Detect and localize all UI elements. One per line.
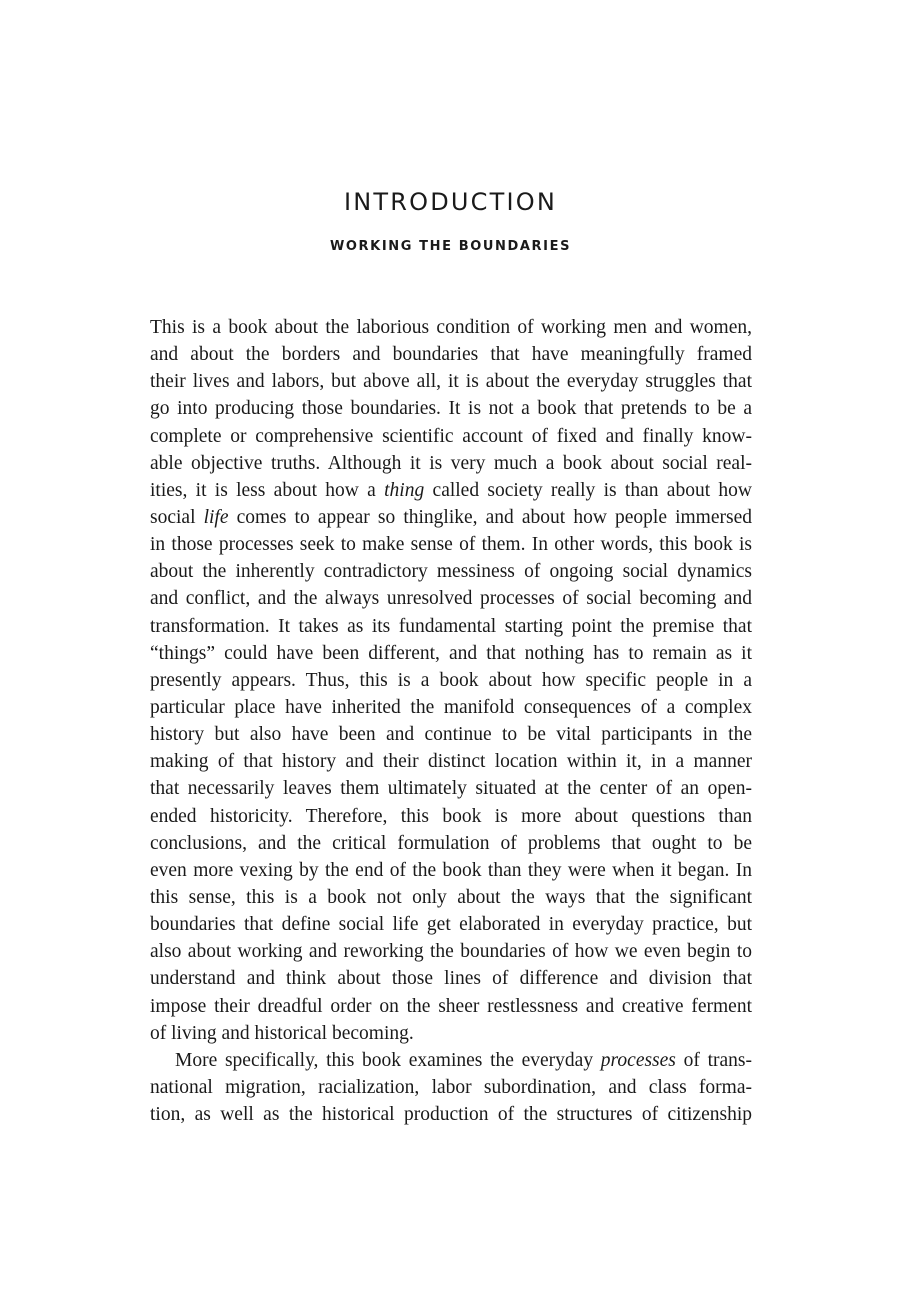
body-text [150,314,752,1128]
text-line: ended historicity. Therefore, this book is more about questions than [150,805,752,827]
text-line: impose their dreadful order on the sheer restlessness and creative ferment [150,995,752,1017]
text-run: called society really is than about how [424,479,752,501]
text-line [150,1047,752,1074]
text-line: This is a book about the laborious condition of working men and women, [150,317,752,338]
chapter-subtitle: WORKING THE BOUNDARIES [329,239,572,254]
text-line [150,477,752,504]
italic-text: processes [600,1049,676,1071]
text-line: transformation. It takes as its fundamental starting point the premise that [150,615,752,637]
paragraph [150,314,752,1047]
text-run: of trans- [675,1049,752,1071]
text-line: particular place have inherited the manifold consequences of a complex [150,696,752,718]
text-line: go into producing those boundaries. It is not a book that pretends to be a [150,398,752,420]
text-line: conclusions, and the critical formulation of problems that ought to be [150,832,752,854]
paragraph [150,1047,752,1128]
chapter-title: INTRODUCTION [343,188,558,216]
text-run: comes to appear so thinglike, and about how people immersed [228,506,752,528]
text-line: even more vexing by the end of the book than they were when it began. In [150,859,752,881]
text-line [150,504,752,531]
text-line: history but also have been and continue to be vital participants in the [150,724,752,746]
text-line: presently appears. Thus, this is a book about how specific people in a [150,669,752,691]
italic-text: life [203,506,229,528]
text-line: making of that history and their distinct location within it, in a manner [150,751,752,773]
italic-text: thing [384,479,425,501]
text-line: able objective truths. Although it is very much a book about social real- [150,452,752,474]
text-run: ities, it is less about how a [150,479,385,501]
text-line: national migration, racialization, labor subordination, and class forma- [150,1076,752,1098]
text-line: and conflict, and the always unresolved processes of social becoming and [150,588,752,610]
text-line: that necessarily leaves them ultimately situated at the center of an open- [150,778,752,800]
text-line: about the inherently contradictory messiness of ongoing social dynamics [150,561,752,583]
text-line: tion, as well as the historical production of the structures of citizenship [150,1104,752,1126]
text-line: and about the borders and boundaries that have meaningfully framed [150,344,752,366]
text-line: “things” could have been different, and that nothing has to remain as it [150,642,752,664]
text-line: of living and historical becoming. [150,1022,414,1044]
text-line: this sense, this is a book not only about the ways that the significant [150,886,752,908]
text-run: social [150,506,204,528]
text-line: complete or comprehensive scientific account of fixed and finally know- [150,425,752,447]
text-run: More specifically, this book examines the everyday [175,1049,601,1071]
text-line: boundaries that define social life get elaborated in everyday practice, but [150,914,752,936]
text-line: understand and think about those lines of difference and division that [150,968,752,990]
text-line: in those processes seek to make sense of them. In other words, this book is [150,534,752,556]
text-line: also about working and reworking the boundaries of how we even begin to [150,941,752,963]
text-line: their lives and labors, but above all, it is about the everyday struggles that [150,371,752,393]
